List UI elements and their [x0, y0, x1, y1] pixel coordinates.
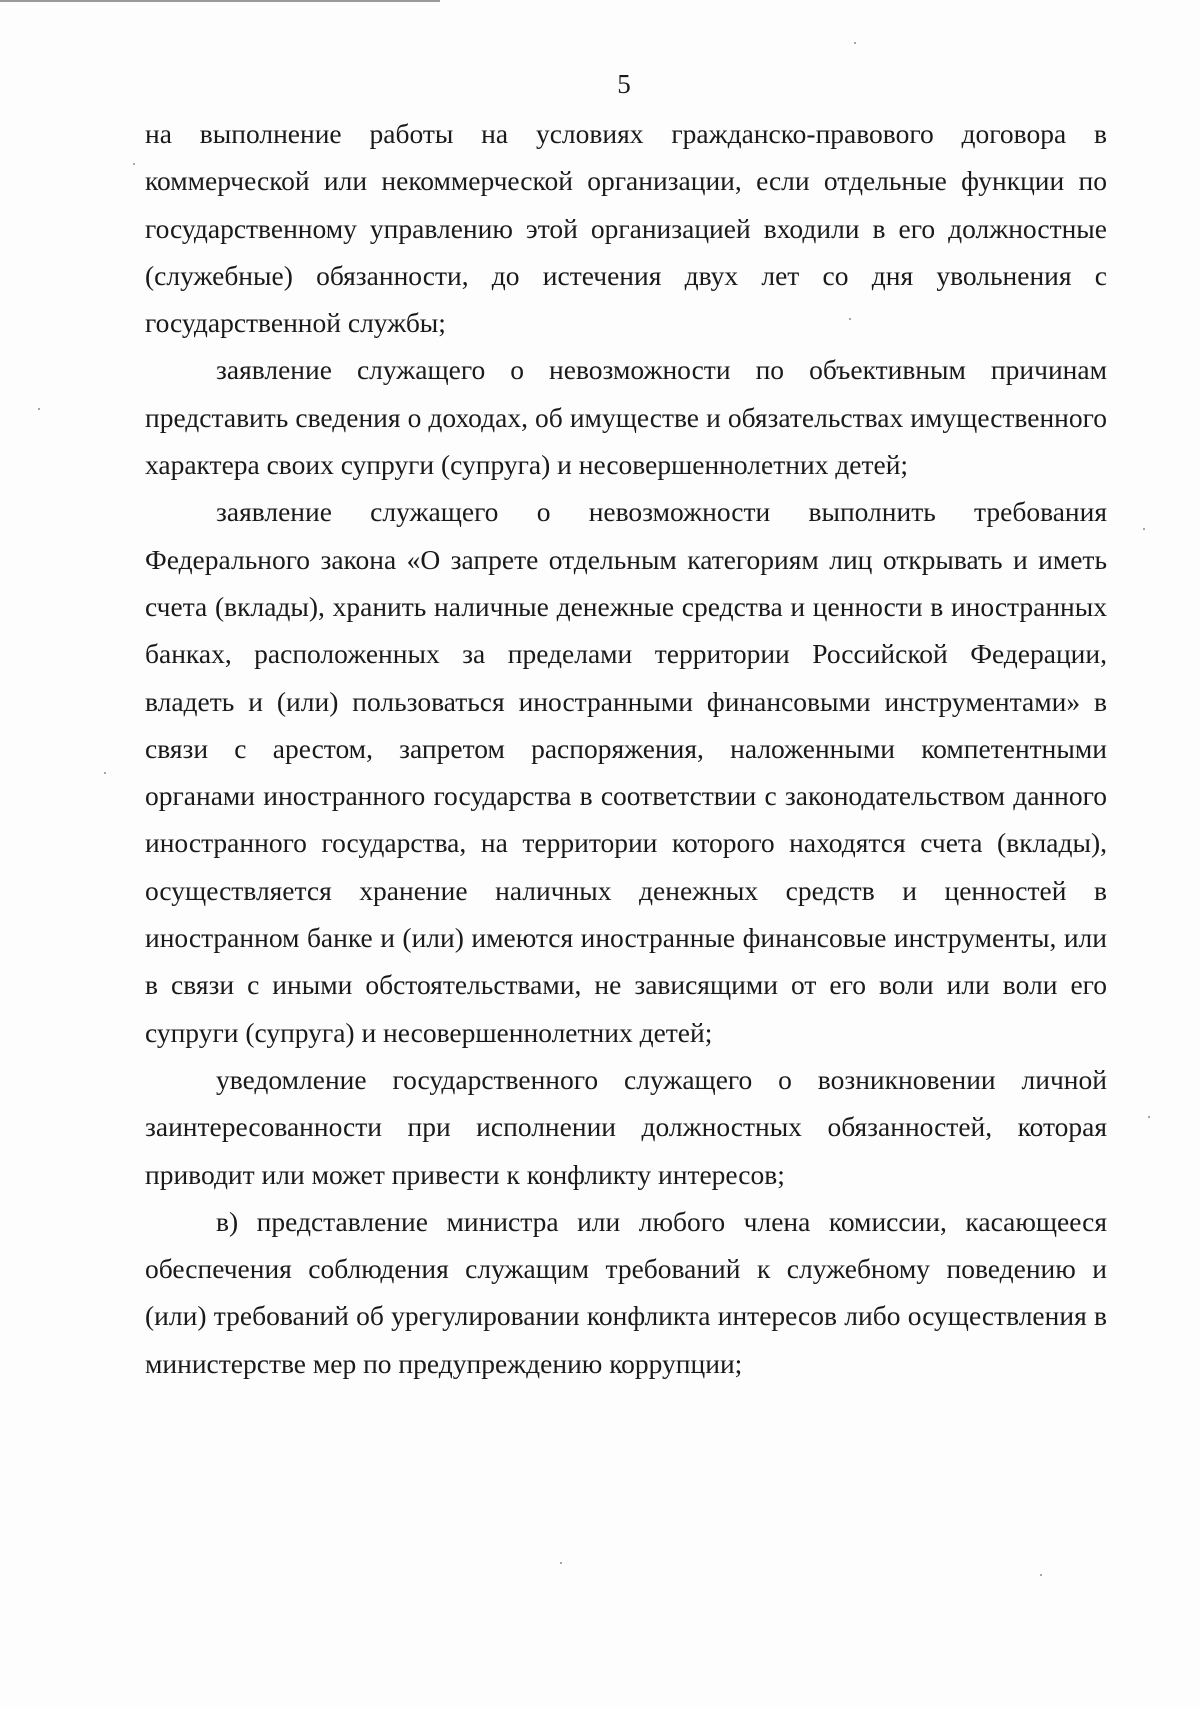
scan-speck [1148, 1116, 1150, 1118]
scan-speck [38, 408, 40, 410]
scan-speck [1040, 1574, 1042, 1576]
paragraph-statement-foreign-banks: заявление служащего о невозможности выполнить требования Федерального закона «О запрете отдельным категориям лиц открывать и иметь счета (вклады), хранить наличные денежные средства и ценности в иностранных банках, расположенных за пределами территории Российской Федерации, владеть и (или) пользоваться иностранными финансовыми инструментами» в связи с арестом, запретом распоряжения, наложенными компетентными органами иностранного государства в соответствии с законодательством данного иностранного государства, на территории которого находятся счета (вклады), осуществляется хранение наличных денежных средств и ценностей в иностранном банке и (или) имеются иностранные финансовые инструменты, или в связи с иными обстоятельствами, не зависящими от его воли или воли его супруги (супруга) и несовершеннолетних детей; [145, 496, 1107, 1048]
paragraph-statement-income-info: заявление служащего о невозможности по объективным причинам представить сведения о доходах, об имуществе и обязательствах имущественного характера своих супруги (супруга) и несовершеннолетних детей; [145, 354, 1107, 481]
paragraph-conflict-notification: уведомление государственного служащего о возникновении личной заинтересованности при исполнении должностных обязанностей, которая приводит или может привести к конфликту интересов; [145, 1063, 1107, 1190]
page-number: 5 [617, 69, 631, 99]
scan-speck [133, 163, 135, 165]
scan-speck [854, 42, 856, 44]
scan-speck [849, 318, 851, 320]
scan-edge-line [0, 0, 440, 2]
paragraph-continuation: на выполнение работы на условиях гражданско-правового договора в коммерческой или некоммерческой организации, если отдельные функции по государственному управлению этой организацией входили в его должностные (служебные) обязанности, до истечения двух лет со дня увольнения с государственной службы; [145, 118, 1107, 339]
document-body [145, 110, 1107, 1387]
scan-speck [104, 772, 106, 774]
scan-speck [560, 1562, 562, 1564]
scan-speck [1143, 528, 1145, 530]
paragraph-minister-submission: в) представление министра или любого члена комиссии, касающееся обеспечения соблюдения служащим требований к служебному поведению и (или) требований об урегулировании конфликта интересов либо осуществления в министерстве мер по предупреждению коррупции; [145, 1205, 1107, 1379]
